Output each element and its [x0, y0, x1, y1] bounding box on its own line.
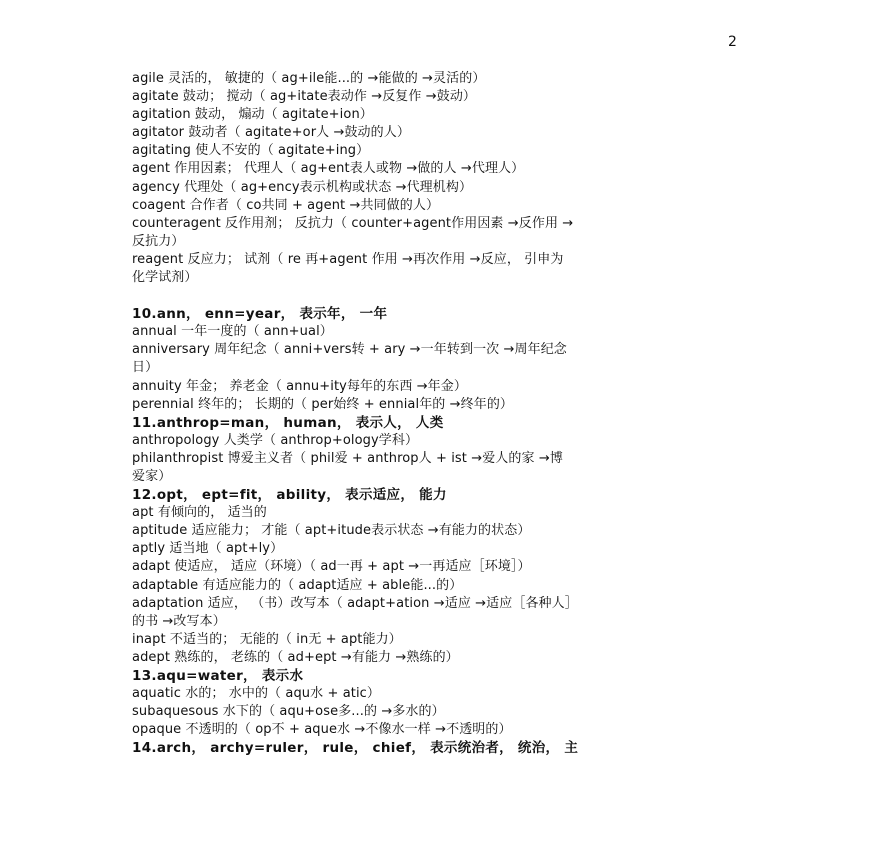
- section-heading-13: 13.aqu=water， 表示水: [132, 668, 304, 684]
- entry-agitate: agitate 鼓动； 搅动（ ag+itate表动作 →反复作 →鼓动）: [132, 89, 477, 105]
- entry-aquatic: aquatic 水的； 水中的（ aqu水 + atic）: [132, 686, 381, 702]
- entry-adapt: adapt 使适应， 适应（环境）（ ad一再 + apt →一再适应［环境］）: [132, 559, 531, 575]
- entry-subaquesous: subaquesous 水下的（ aqu+ose多...的 →多水的）: [132, 704, 445, 720]
- entry-philanthropist-cont: 爱家）: [132, 468, 172, 484]
- entry-aptitude: aptitude 适应能力； 才能（ apt+itude表示状态 →有能力的状态）: [132, 523, 531, 539]
- entry-adaptation: adaptation 适应， （书）改写本（ adapt+ation →适应 →适应［各种人］: [132, 595, 578, 611]
- section-heading-11: 11.anthrop=man， human， 表示人， 人类: [132, 414, 444, 431]
- entry-agitating: agitating 使人不安的（ agitate+ing）: [132, 143, 370, 159]
- document-body: [132, 70, 752, 757]
- entry-annual: annual 一年一度的（ ann+ual）: [132, 324, 333, 340]
- entry-counteragent: counteragent 反作用剂； 反抗力（ counter+agent作用因素 →反作用 →: [132, 215, 574, 231]
- paragraph-gap: [132, 287, 752, 305]
- entry-counteragent-cont: 反抗力）: [132, 233, 185, 249]
- entry-anniversary-cont: 日）: [132, 360, 159, 376]
- entry-coagent: coagent 合作者（ co共同 + agent →共同做的人）: [132, 197, 440, 213]
- entry-perennial: perennial 终年的； 长期的（ per始终 + ennial年的 →终年的）: [132, 396, 514, 412]
- entry-inapt: inapt 不适当的； 无能的（ in无 + apt能力）: [132, 631, 402, 647]
- entry-anthropology: anthropology 人类学（ anthrop+ology学科）: [132, 432, 419, 448]
- section-heading-14: 14.arch， archy=ruler， rule， chief， 表示统治者， 统治， 主: [132, 740, 579, 757]
- section-heading-10: 10.ann， enn=year， 表示年， 一年: [132, 306, 388, 323]
- section-heading-12: 12.opt， ept=fit， ability， 表示适应， 能力: [132, 487, 447, 504]
- entry-apt: apt 有倾向的， 适当的: [132, 505, 267, 521]
- page-number: 2: [728, 34, 737, 50]
- entry-annuity: annuity 年金； 养老金（ annu+ity每年的东西 →年金）: [132, 378, 467, 394]
- entry-agitation: agitation 鼓动， 煽动（ agitate+ion）: [132, 107, 373, 123]
- entry-anniversary: anniversary 周年纪念（ anni+vers转 + ary →一年转到一次 →周年纪念: [132, 342, 567, 358]
- entry-aptly: aptly 适当地（ apt+ly）: [132, 541, 284, 557]
- entry-adaptation-cont: 的书 →改写本）: [132, 613, 226, 629]
- entry-agent: agent 作用因素； 代理人（ ag+ent表人或物 →做的人 →代理人）: [132, 161, 525, 177]
- entry-agitator: agitator 鼓动者（ agitate+or人 →鼓动的人）: [132, 125, 410, 141]
- entry-reagent: reagent 反应力； 试剂（ re 再+agent 作用 →再次作用 →反应， 引申为: [132, 251, 564, 267]
- entry-reagent-cont: 化学试剂）: [132, 270, 198, 286]
- entry-philanthropist: philanthropist 博爱主义者（ phil爱 + anthrop人 + ist →爱人的家 →博: [132, 450, 563, 466]
- entry-agency: agency 代理处（ ag+ency表示机构或状态 →代理机构）: [132, 179, 473, 195]
- entry-agile: agile 灵活的， 敏捷的（ ag+ile能...的 →能做的 →灵活的）: [132, 71, 486, 86]
- entry-adaptable: adaptable 有适应能力的（ adapt适应 + able能...的）: [132, 577, 463, 593]
- entry-adept: adept 熟练的， 老练的（ ad+ept →有能力 →熟练的）: [132, 649, 459, 665]
- entry-opaque: opaque 不透明的（ op不 + aque水 →不像水一样 →不透明的）: [132, 722, 512, 738]
